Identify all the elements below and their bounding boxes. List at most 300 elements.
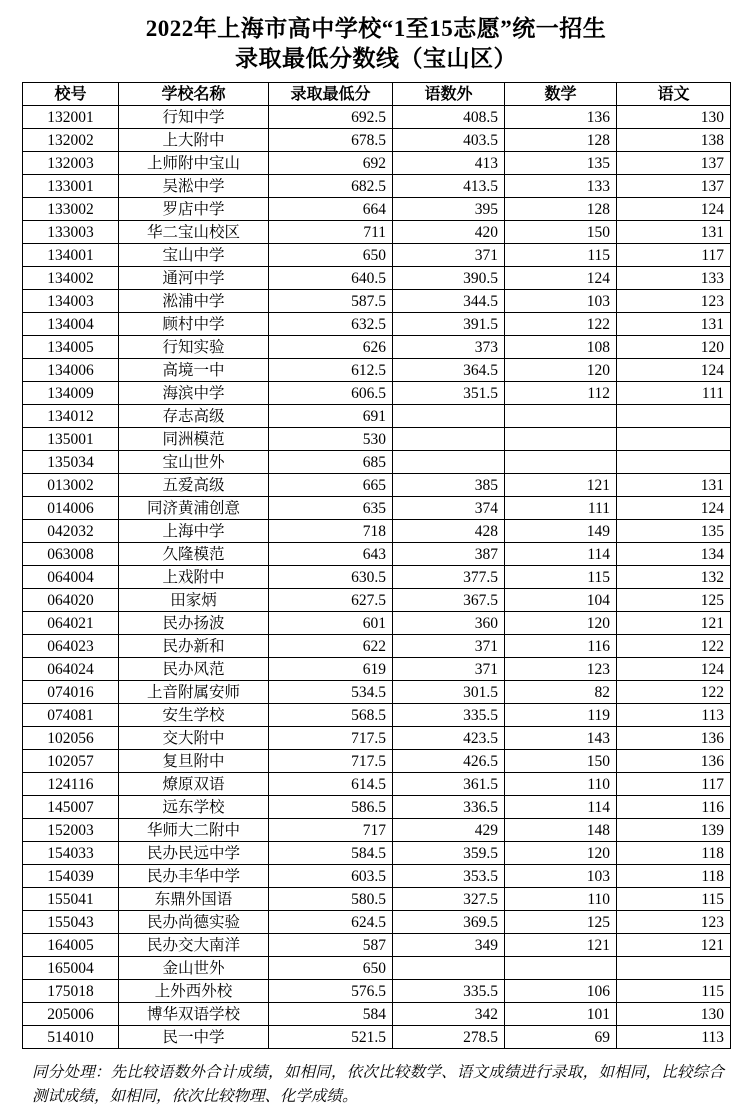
cell-school-name: 上师附中宝山 [119,152,269,175]
cell-three-subjects: 390.5 [393,267,505,290]
cell-school-code: 134009 [23,382,119,405]
cell-school-name: 复旦附中 [119,750,269,773]
cell-chinese: 123 [617,911,731,934]
cell-school-code: 133001 [23,175,119,198]
cell-three-subjects: 413.5 [393,175,505,198]
cell-chinese: 131 [617,474,731,497]
cell-three-subjects: 377.5 [393,566,505,589]
cell-math: 123 [505,658,617,681]
cell-chinese: 118 [617,865,731,888]
table-row [23,543,731,566]
cell-chinese: 123 [617,290,731,313]
cell-chinese: 130 [617,1003,731,1026]
cell-three-subjects: 420 [393,221,505,244]
cell-chinese: 111 [617,382,731,405]
cell-school-code: 064004 [23,566,119,589]
cell-school-code: 134004 [23,313,119,336]
cell-three-subjects: 408.5 [393,106,505,129]
cell-three-subjects [393,405,505,428]
cell-math: 111 [505,497,617,520]
cell-three-subjects: 353.5 [393,865,505,888]
cell-chinese: 136 [617,727,731,750]
cell-three-subjects: 371 [393,635,505,658]
cell-school-code: 132003 [23,152,119,175]
cell-min-score: 632.5 [269,313,393,336]
table-row [23,267,731,290]
cell-school-code: 155041 [23,888,119,911]
table-row [23,152,731,175]
cell-math [505,451,617,474]
cell-math: 135 [505,152,617,175]
table-row [23,221,731,244]
cell-school-code: 042032 [23,520,119,543]
cell-min-score: 643 [269,543,393,566]
cell-math: 150 [505,750,617,773]
cell-math: 120 [505,359,617,382]
table-row [23,911,731,934]
cell-min-score: 678.5 [269,129,393,152]
cell-school-code: 132002 [23,129,119,152]
table-row [23,129,731,152]
table-row [23,842,731,865]
cell-chinese: 122 [617,681,731,704]
cell-three-subjects: 351.5 [393,382,505,405]
footnote: 同分处理：先比较语数外合计成绩，如相同，依次比较数学、语文成绩进行录取，如相同，比较综合测试成绩，如相同，依次比较物理、化学成绩。 [32,1064,724,1105]
cell-school-name: 华师大二附中 [119,819,269,842]
cell-math: 82 [505,681,617,704]
cell-min-score: 603.5 [269,865,393,888]
cell-chinese: 115 [617,980,731,1003]
cell-school-name: 宝山世外 [119,451,269,474]
cell-three-subjects: 278.5 [393,1026,505,1049]
cell-math: 104 [505,589,617,612]
cell-school-name: 交大附中 [119,727,269,750]
cell-min-score: 630.5 [269,566,393,589]
cell-min-score: 584 [269,1003,393,1026]
cell-three-subjects: 403.5 [393,129,505,152]
table-header [23,83,731,106]
cell-chinese: 124 [617,198,731,221]
cell-math: 114 [505,796,617,819]
column-header-chinese: 语文 [617,83,731,106]
cell-three-subjects: 367.5 [393,589,505,612]
table-row [23,681,731,704]
cell-three-subjects: 342 [393,1003,505,1026]
cell-school-code: 134001 [23,244,119,267]
cell-school-code: 134002 [23,267,119,290]
cell-school-code: 064024 [23,658,119,681]
cell-chinese: 131 [617,313,731,336]
cell-school-code: 145007 [23,796,119,819]
cell-min-score: 711 [269,221,393,244]
cell-school-name: 通河中学 [119,267,269,290]
cell-chinese: 121 [617,612,731,635]
cell-three-subjects: 364.5 [393,359,505,382]
cell-three-subjects [393,428,505,451]
table-row [23,957,731,980]
cell-three-subjects: 359.5 [393,842,505,865]
cell-school-code: 134003 [23,290,119,313]
cell-min-score: 586.5 [269,796,393,819]
cell-school-name: 民办丰华中学 [119,865,269,888]
table-row [23,566,731,589]
cell-school-code: 175018 [23,980,119,1003]
cell-school-name: 海滨中学 [119,382,269,405]
cell-three-subjects: 360 [393,612,505,635]
cell-min-score: 576.5 [269,980,393,1003]
cell-math: 108 [505,336,617,359]
cell-three-subjects: 426.5 [393,750,505,773]
table-row [23,175,731,198]
table-row [23,428,731,451]
cell-school-code: 514010 [23,1026,119,1049]
cell-school-name: 上外西外校 [119,980,269,1003]
cell-chinese: 139 [617,819,731,842]
cell-school-code: 132001 [23,106,119,129]
cell-min-score: 692 [269,152,393,175]
cell-min-score: 612.5 [269,359,393,382]
cell-chinese: 136 [617,750,731,773]
cell-school-code: 154033 [23,842,119,865]
cell-math: 119 [505,704,617,727]
cell-school-code: 134006 [23,359,119,382]
cell-chinese: 134 [617,543,731,566]
cell-math: 115 [505,244,617,267]
cell-school-name: 五爱高级 [119,474,269,497]
cell-school-name: 远东学校 [119,796,269,819]
table-row [23,244,731,267]
cell-school-name: 淞浦中学 [119,290,269,313]
cell-three-subjects: 423.5 [393,727,505,750]
cell-school-name: 燎原双语 [119,773,269,796]
cell-min-score: 717.5 [269,727,393,750]
table-row [23,106,731,129]
cell-three-subjects: 336.5 [393,796,505,819]
cell-min-score: 626 [269,336,393,359]
cell-min-score: 587 [269,934,393,957]
cell-chinese: 122 [617,635,731,658]
cell-min-score: 530 [269,428,393,451]
cell-min-score: 692.5 [269,106,393,129]
cell-three-subjects: 301.5 [393,681,505,704]
cell-math [505,405,617,428]
cell-chinese: 125 [617,589,731,612]
cell-school-code: 154039 [23,865,119,888]
cell-math: 101 [505,1003,617,1026]
cell-school-name: 民办交大南洋 [119,934,269,957]
table-row [23,888,731,911]
cell-min-score: 580.5 [269,888,393,911]
cell-school-name: 存志高级 [119,405,269,428]
cell-school-name: 罗店中学 [119,198,269,221]
cell-school-name: 顾村中学 [119,313,269,336]
cell-min-score: 624.5 [269,911,393,934]
cell-three-subjects: 335.5 [393,704,505,727]
cell-min-score: 664 [269,198,393,221]
cell-math: 114 [505,543,617,566]
table-row [23,336,731,359]
cell-math: 103 [505,290,617,313]
cell-school-name: 民办尚德实验 [119,911,269,934]
table-row [23,1026,731,1049]
cell-math: 124 [505,267,617,290]
table-row [23,934,731,957]
cell-min-score: 587.5 [269,290,393,313]
table-row [23,198,731,221]
cell-three-subjects: 373 [393,336,505,359]
table-row [23,520,731,543]
cell-school-name: 行知实验 [119,336,269,359]
cell-school-name: 民办民远中学 [119,842,269,865]
cell-math: 128 [505,129,617,152]
cell-math: 120 [505,612,617,635]
cell-math: 103 [505,865,617,888]
table-row [23,658,731,681]
cell-math: 128 [505,198,617,221]
cell-three-subjects: 385 [393,474,505,497]
column-header-school-code: 校号 [23,83,119,106]
cell-chinese: 118 [617,842,731,865]
cell-math: 122 [505,313,617,336]
cell-school-name: 民办扬波 [119,612,269,635]
table-row [23,1003,731,1026]
cell-min-score: 682.5 [269,175,393,198]
table-row [23,290,731,313]
cell-school-code: 133003 [23,221,119,244]
cell-min-score: 717.5 [269,750,393,773]
cell-school-code: 102057 [23,750,119,773]
table-row [23,405,731,428]
cell-chinese: 117 [617,773,731,796]
table-row [23,474,731,497]
cell-school-code: 074081 [23,704,119,727]
table-row [23,750,731,773]
cell-three-subjects: 349 [393,934,505,957]
cell-min-score: 614.5 [269,773,393,796]
cell-school-name: 民办新和 [119,635,269,658]
cell-school-code: 102056 [23,727,119,750]
table-row [23,359,731,382]
cell-min-score: 635 [269,497,393,520]
cell-school-code: 152003 [23,819,119,842]
cell-school-code: 063008 [23,543,119,566]
cell-three-subjects: 374 [393,497,505,520]
cell-min-score: 627.5 [269,589,393,612]
table-row [23,704,731,727]
cell-school-name: 高境一中 [119,359,269,382]
table-row [23,612,731,635]
cell-school-name: 博华双语学校 [119,1003,269,1026]
cell-math: 106 [505,980,617,1003]
cell-chinese [617,451,731,474]
cell-min-score: 568.5 [269,704,393,727]
cell-three-subjects: 327.5 [393,888,505,911]
table-row [23,980,731,1003]
cell-chinese: 124 [617,497,731,520]
cell-math: 110 [505,888,617,911]
cell-chinese: 124 [617,658,731,681]
cell-three-subjects [393,957,505,980]
cell-chinese: 116 [617,796,731,819]
cell-min-score: 691 [269,405,393,428]
table-row [23,819,731,842]
cell-min-score: 521.5 [269,1026,393,1049]
cell-math: 148 [505,819,617,842]
cell-min-score: 584.5 [269,842,393,865]
column-header-school-name: 学校名称 [119,83,269,106]
cell-three-subjects: 369.5 [393,911,505,934]
cell-school-name: 华二宝山校区 [119,221,269,244]
table-header-row [23,83,731,106]
cell-three-subjects: 413 [393,152,505,175]
column-header-math: 数学 [505,83,617,106]
cell-chinese: 131 [617,221,731,244]
cell-min-score: 606.5 [269,382,393,405]
cell-min-score: 718 [269,520,393,543]
cell-three-subjects: 371 [393,658,505,681]
cell-school-code: 165004 [23,957,119,980]
cell-chinese: 130 [617,106,731,129]
title-line-2: 录取最低分数线（宝山区） [235,46,517,71]
cell-chinese: 117 [617,244,731,267]
cell-school-name: 上戏附中 [119,566,269,589]
cell-math: 150 [505,221,617,244]
cell-school-code: 135001 [23,428,119,451]
table-body [23,106,731,1049]
cell-chinese: 113 [617,704,731,727]
cell-school-code: 155043 [23,911,119,934]
cell-chinese: 115 [617,888,731,911]
cell-min-score: 717 [269,819,393,842]
cell-min-score: 640.5 [269,267,393,290]
table-row [23,589,731,612]
cell-chinese: 132 [617,566,731,589]
cell-school-name: 久隆模范 [119,543,269,566]
cell-math [505,428,617,451]
page-title [22,14,730,74]
table-row [23,773,731,796]
cell-min-score: 619 [269,658,393,681]
cell-school-code: 064020 [23,589,119,612]
cell-school-code: 205006 [23,1003,119,1026]
cell-chinese: 124 [617,359,731,382]
cell-math: 112 [505,382,617,405]
cell-three-subjects [393,451,505,474]
cell-math: 149 [505,520,617,543]
cell-chinese: 121 [617,934,731,957]
cell-chinese: 133 [617,267,731,290]
cell-school-name: 田家炳 [119,589,269,612]
cell-math: 69 [505,1026,617,1049]
cell-school-code: 074016 [23,681,119,704]
table-row [23,635,731,658]
cell-school-code: 134012 [23,405,119,428]
cell-school-code: 064021 [23,612,119,635]
cell-chinese: 137 [617,152,731,175]
cell-chinese [617,428,731,451]
cell-chinese: 137 [617,175,731,198]
cell-school-code: 134005 [23,336,119,359]
cell-three-subjects: 391.5 [393,313,505,336]
cell-math: 120 [505,842,617,865]
cell-school-name: 同济黄浦创意 [119,497,269,520]
cell-three-subjects: 335.5 [393,980,505,1003]
title-line-1: 2022年上海市高中学校“1至15志愿”统一招生 [145,16,607,41]
cell-math: 116 [505,635,617,658]
cell-chinese: 113 [617,1026,731,1049]
cell-chinese: 120 [617,336,731,359]
cell-school-name: 宝山中学 [119,244,269,267]
cell-school-name: 行知中学 [119,106,269,129]
cell-school-name: 上海中学 [119,520,269,543]
cell-math: 121 [505,934,617,957]
table-row [23,865,731,888]
cell-min-score: 650 [269,957,393,980]
column-header-three-subjects: 语数外 [393,83,505,106]
cell-three-subjects: 344.5 [393,290,505,313]
cell-school-code: 064023 [23,635,119,658]
cell-school-code: 133002 [23,198,119,221]
cell-school-code: 124116 [23,773,119,796]
cell-school-name: 同洲模范 [119,428,269,451]
cell-math: 136 [505,106,617,129]
table-row [23,313,731,336]
cell-math: 110 [505,773,617,796]
cell-chinese [617,405,731,428]
cell-school-name: 吴淞中学 [119,175,269,198]
table-row [23,796,731,819]
cell-min-score: 622 [269,635,393,658]
cell-min-score: 534.5 [269,681,393,704]
cell-school-name: 上音附属安师 [119,681,269,704]
cell-school-code: 135034 [23,451,119,474]
cell-math: 143 [505,727,617,750]
table-row [23,497,731,520]
cell-school-code: 164005 [23,934,119,957]
cell-chinese: 135 [617,520,731,543]
table-row [23,451,731,474]
cell-min-score: 650 [269,244,393,267]
cell-school-code: 013002 [23,474,119,497]
cell-three-subjects: 395 [393,198,505,221]
cell-math: 115 [505,566,617,589]
table-row [23,727,731,750]
cell-school-code: 014006 [23,497,119,520]
cell-school-name: 安生学校 [119,704,269,727]
cell-min-score: 665 [269,474,393,497]
cell-math [505,957,617,980]
cell-three-subjects: 361.5 [393,773,505,796]
cell-chinese: 138 [617,129,731,152]
cell-three-subjects: 371 [393,244,505,267]
cell-chinese [617,957,731,980]
column-header-min-score: 录取最低分 [269,83,393,106]
cell-school-name: 金山世外 [119,957,269,980]
cell-math: 133 [505,175,617,198]
cell-min-score: 601 [269,612,393,635]
cell-math: 121 [505,474,617,497]
cell-math: 125 [505,911,617,934]
cell-three-subjects: 429 [393,819,505,842]
cell-school-name: 东鼎外国语 [119,888,269,911]
cell-min-score: 685 [269,451,393,474]
cell-three-subjects: 387 [393,543,505,566]
cell-three-subjects: 428 [393,520,505,543]
cell-school-name: 民一中学 [119,1026,269,1049]
cell-school-name: 上大附中 [119,129,269,152]
cell-school-name: 民办风范 [119,658,269,681]
admission-score-table [22,82,731,1049]
